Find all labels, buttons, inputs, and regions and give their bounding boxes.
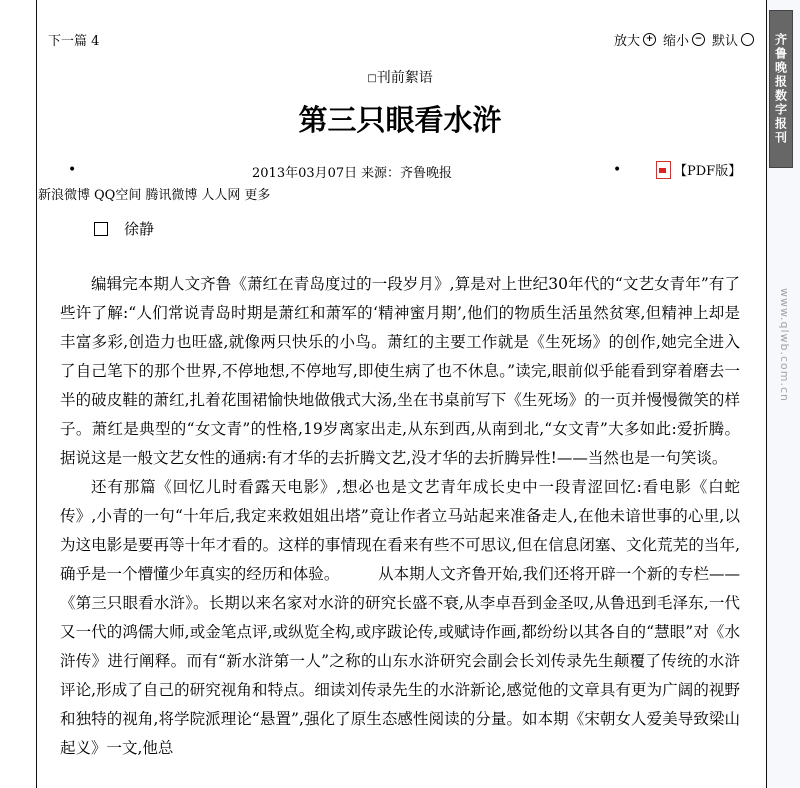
article-paragraph: 还有那篇《回忆儿时看露天电影》,想必也是文艺青年成长史中一段青涩回忆:看电影《白蛇传》,小青的一句“十年后,我定来救姐姐出塔”竟让作者立马站起来准备走人,在他未谙世事的心里,以为这电影是要再等十年才看的。这样的事情现在看来有些不可思议,但在信息闭塞、文化荒芜的当年,确乎是一个懵懂少年真实的经历和体验。 从本期人文齐鲁开始,我们还将开辟一个新的专栏——《第三只眼看水浒》。长期以来名家对水浒的研究长盛不衰,从李卓吾到金圣叹,从鲁迅到毛泽东,一代又一代的鸿儒大师,或金笔点评,或纵览全构,或序跋论传,或赋诗作画,都纷纷以其各自的“慧眼”对《水浒传》进行阐释。而有“新水浒第一人”之称的山东水浒研究会副会长刘传录先生颠覆了传统的水浒评论,形成了自己的研究视角和特点。细读刘传录先生的水浒新论,感觉他的文章具有更为广阔的视野和独特的视角,将学院派理论“悬置”,强化了原生态感性阅读的分量。如本期《宋朝女人爱美导致梁山起义》一文,他总 xyxy=(60,478,740,757)
author-name: 徐静 xyxy=(124,220,155,238)
bullet-dot-icon: • xyxy=(68,162,77,178)
article-body xyxy=(60,270,740,763)
bullet-dot-icon: • xyxy=(613,162,622,178)
square-bullet-icon: □ xyxy=(367,73,377,84)
zoom-in-icon: + xyxy=(643,33,656,46)
column-tag xyxy=(0,67,800,87)
article-meta xyxy=(36,162,766,182)
share-qzone-link[interactable]: QQ空间 xyxy=(94,188,142,203)
zoom-in-button[interactable] xyxy=(614,30,656,49)
article-paragraph: 编辑完本期人文齐鲁《萧红在青岛度过的一段岁月》,算是对上世纪30年代的“文艺女青年”有了些许了解:“人们常说青岛时期是萧红和萧军的‘精神蜜月期’,他们的物质生活虽然贫寒,但精神上却是丰富多彩,创造力也旺盛,就像两只快乐的小鸟。萧红的主要工作就是《生死场》的创作,她完全进入了自己笔下的那个世界,不停地想,不停地写,即使生病了也不休息。”读完,眼前似乎能看到穿着磨去一半的破皮鞋的萧红,扎着花围裙愉快地做俄式大汤,坐在书桌前写下《生死场》的一页并慢慢微笑的样子。萧红是典型的“女文青”的性格,19岁离家出走,从东到西,从南到北,“女文青”大多如此:爱折腾。据说这是一般文艺女性的通病:有才华的去折腾文艺,没才华的去折腾异性!——当然也是一句笑谈。 xyxy=(60,275,740,467)
share-links xyxy=(38,184,270,203)
square-icon xyxy=(94,222,108,236)
pdf-icon xyxy=(656,161,671,179)
publish-date: 2013年03月07日 xyxy=(252,166,358,181)
share-more-link[interactable]: 更多 xyxy=(244,188,271,203)
font-size-controls xyxy=(614,30,754,49)
zoom-out-button[interactable] xyxy=(663,30,705,49)
zoom-in-label: 放大 xyxy=(614,34,641,49)
next-article-link[interactable]: 下一篇 4 xyxy=(48,34,100,49)
zoom-out-icon: − xyxy=(692,33,705,46)
sidebar-url-watermark: www.qlwb.com.cn xyxy=(778,288,791,402)
zoom-out-label: 缩小 xyxy=(663,34,690,49)
article-title: 第三只眼看水浒 xyxy=(298,103,502,137)
article-source: 来源：齐鲁晚报 xyxy=(361,166,453,181)
pdf-version-link[interactable] xyxy=(656,160,741,179)
share-tencent-weibo-link[interactable]: 腾讯微博 xyxy=(145,188,198,203)
newspaper-sidebar-tab[interactable]: 齐鲁晚报数字报刊 xyxy=(769,10,793,168)
column-tag-label: 刊前絮语 xyxy=(376,70,433,86)
default-radio-icon xyxy=(741,33,754,46)
share-weibo-link[interactable]: 新浪微博 xyxy=(38,188,91,203)
share-renren-link[interactable]: 人人网 xyxy=(201,188,241,203)
zoom-default-button[interactable] xyxy=(712,30,754,49)
zoom-default-label: 默认 xyxy=(712,34,739,49)
author-byline xyxy=(94,218,154,239)
pdf-label: 【PDF版】 xyxy=(674,164,742,179)
